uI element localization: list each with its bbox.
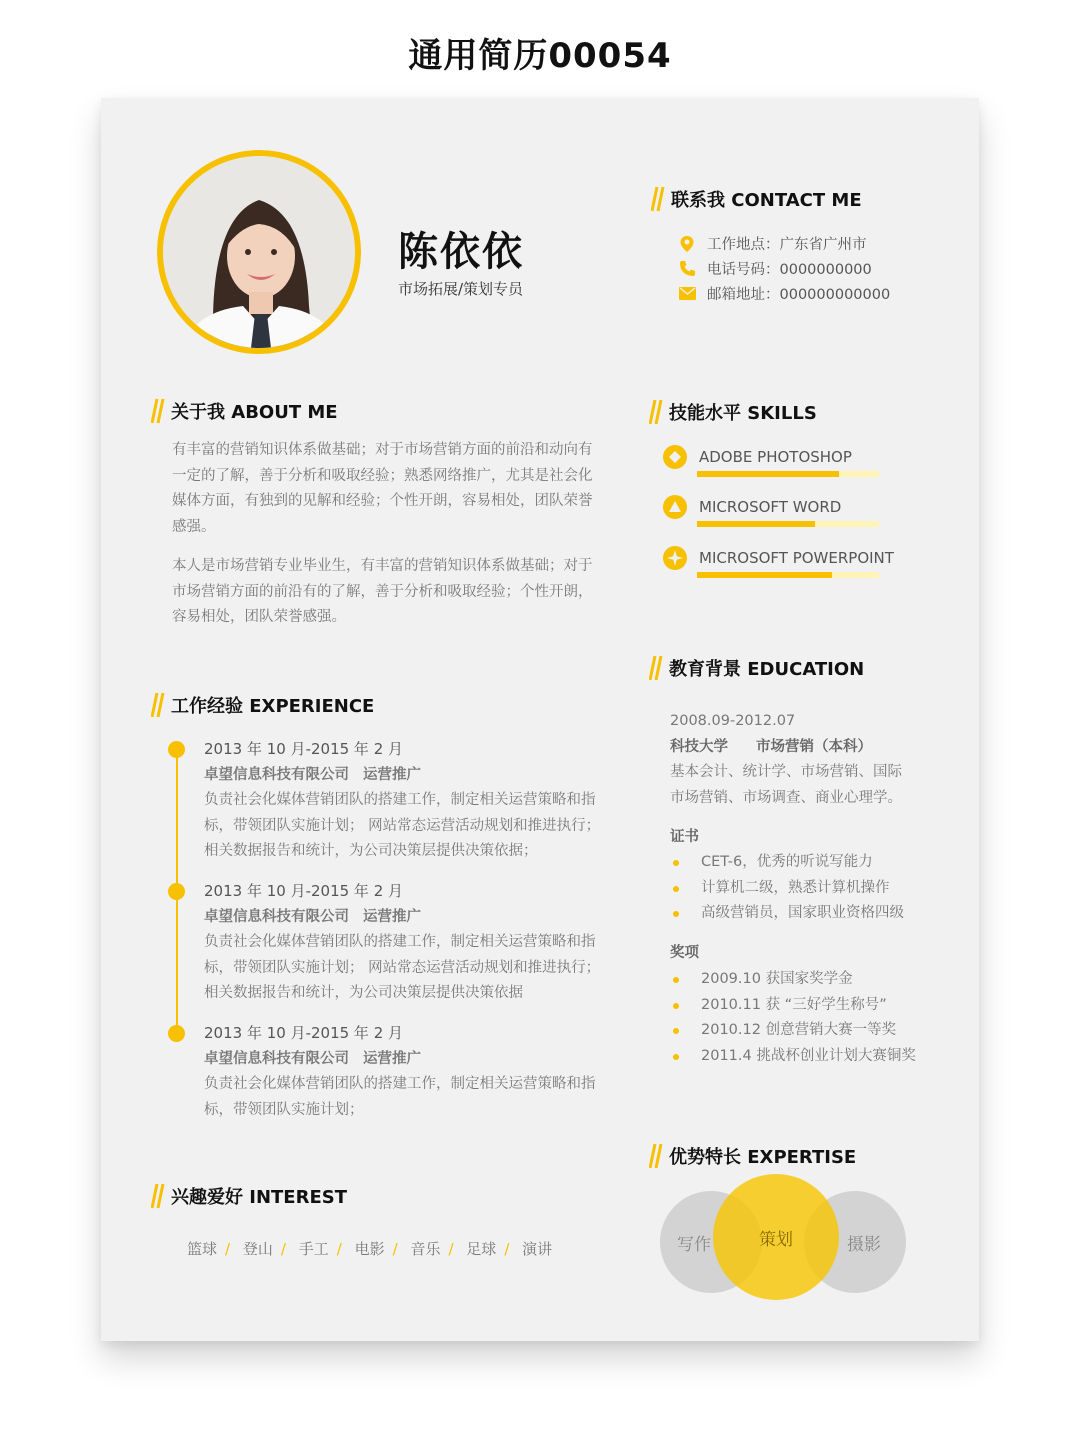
separator: / [392, 1240, 398, 1258]
award-item: 2010.12 创意营销大赛一等奖 [670, 1018, 916, 1044]
job-description-line: 负责社会化媒体营销团队的搭建工作，制定相关运营策略和指 [204, 792, 596, 808]
double-slash-icon [649, 654, 663, 682]
resume-sheet [101, 98, 979, 1341]
separator: / [280, 1240, 286, 1258]
person-name: 陈依依 [398, 229, 524, 275]
double-slash-icon [151, 1182, 165, 1210]
avatar [157, 150, 361, 354]
interest-item: 电影 [354, 1240, 385, 1258]
double-slash-icon [151, 397, 165, 425]
portrait-illustration [163, 156, 355, 348]
skill-item: ADOBE PHOTOSHOP [661, 447, 901, 487]
certificates-heading: 证书 [670, 829, 699, 845]
job-title: 市场拓展/策划专员 [398, 280, 524, 298]
triangle-icon [663, 495, 687, 519]
timeline-dot [168, 741, 185, 758]
job-date: 2013 年 10 月-2015 年 2 月 [204, 882, 403, 900]
job-description-line: 标，带领团队实施计划； 网站常态运营活动规划和推进执行； [204, 959, 601, 976]
contact-phone: 电话号码：0000000000 [678, 256, 890, 281]
skill-progress-bar [697, 471, 879, 477]
timeline-dot [168, 883, 185, 900]
award-item: 2011.4 挑战杯创业计划大赛铜奖 [670, 1044, 916, 1070]
awards-list [670, 967, 916, 1069]
expertise-circle-writing: 写作 [660, 1191, 762, 1293]
skill-item: MICROSOFT POWERPOINT [661, 548, 901, 588]
diamond-icon [663, 445, 687, 469]
experience-entry [204, 1021, 604, 1123]
contact-list [678, 231, 890, 306]
skill-item: MICROSOFT WORD [661, 497, 901, 537]
experience-section-heading: 工作经验 EXPERIENCE [151, 691, 374, 719]
separator: / [448, 1240, 454, 1258]
job-description-line: 标，带领团队实施计划； [204, 1101, 364, 1118]
about-paragraph-1: 有丰富的营销知识体系做基础；对于市场营销方面的前沿和动向有一定的了解，善于分析和吸取经验；熟悉网络推广，尤其是社会化媒体方面，有独到的见解和经验；个性开朗，容易相处，团队荣誉感强。 [172, 442, 593, 535]
location-pin-icon [678, 235, 696, 253]
certificate-item: 计算机二级，熟悉计算机操作 [670, 876, 904, 902]
interest-item: 登山 [242, 1240, 273, 1258]
skills-section-heading: 技能水平 SKILLS [649, 398, 817, 426]
job-description-line: 相关数据报告和统计，为公司决策层提供决策依据 [204, 985, 523, 1001]
job-date: 2013 年 10 月-2015 年 2 月 [204, 1024, 403, 1042]
about-paragraph-2: 本人是市场营销专业毕业生，有丰富的营销知识体系做基础；对于市场营销方面的前沿有的了解，善于分析和吸取经验；个性开朗，容易相处，团队荣誉感强。 [172, 558, 593, 625]
separator: / [225, 1240, 231, 1258]
page-title: 通用简历00054 [408, 36, 672, 76]
education-section-heading: 教育背景 EDUCATION [649, 654, 864, 682]
job-description-line: 负责社会化媒体营销团队的搭建工作，制定相关运营策略和指 [204, 934, 596, 950]
certificates-list [670, 850, 904, 927]
expertise-circle-planning: 策划 [713, 1174, 839, 1300]
skill-progress-bar [697, 572, 879, 578]
separator: / [336, 1240, 342, 1258]
job-company: 卓望信息科技有限公司 运营推广 [204, 908, 421, 925]
contact-location: 工作地点：广东省广州市 [678, 231, 890, 256]
certificate-item: CET-6，优秀的听说写能力 [670, 850, 904, 876]
double-slash-icon [651, 185, 665, 213]
education-courses-line: 市场营销、市场调查、商业心理学。 [670, 789, 902, 806]
separator: / [504, 1240, 510, 1258]
double-slash-icon [649, 398, 663, 426]
contact-section-heading: 联系我 CONTACT ME [651, 185, 862, 213]
expertise-section-heading: 优势特长 EXPERTISE [649, 1142, 856, 1170]
certificate-item: 高级营销员，国家职业资格四级 [670, 901, 904, 927]
job-description-line: 标，带领团队实施计划； 网站常态运营活动规划和推进执行； [204, 817, 601, 834]
skill-progress-bar [697, 521, 879, 527]
awards-heading: 奖项 [670, 945, 699, 961]
experience-entry [204, 879, 604, 1007]
double-slash-icon [649, 1142, 663, 1170]
phone-icon [678, 260, 696, 278]
job-date: 2013 年 10 月-2015 年 2 月 [204, 740, 403, 758]
interest-item: 足球 [466, 1240, 497, 1258]
job-company: 卓望信息科技有限公司 运营推广 [204, 1050, 421, 1067]
interest-item: 演讲 [522, 1240, 553, 1258]
interest-section-heading: 兴趣爱好 INTEREST [151, 1182, 347, 1210]
star-icon [663, 546, 687, 570]
experience-entry [204, 737, 604, 865]
job-company: 卓望信息科技有限公司 运营推广 [204, 766, 421, 783]
interest-item: 篮球 [187, 1240, 218, 1258]
award-item: 2010.11 获 “三好学生称号” [670, 993, 916, 1019]
job-description-line: 负责社会化媒体营销团队的搭建工作，制定相关运营策略和指 [204, 1076, 596, 1092]
expertise-circle-photography: 摄影 [804, 1191, 906, 1293]
education-period: 2008.09-2012.07 [670, 713, 796, 729]
about-section-heading: 关于我 ABOUT ME [151, 397, 338, 425]
award-item: 2009.10 获国家奖学金 [670, 967, 916, 993]
double-slash-icon [151, 691, 165, 719]
contact-email: 邮箱地址：000000000000 [678, 281, 890, 306]
education-courses-line: 基本会计、统计学、市场营销、国际 [670, 764, 902, 780]
timeline-dot [168, 1025, 185, 1042]
job-description-line: 相关数据报告和统计，为公司决策层提供决策依据； [204, 843, 538, 859]
interest-item: 音乐 [410, 1240, 441, 1258]
envelope-icon [678, 285, 696, 303]
interest-list [187, 1238, 552, 1259]
interest-item: 手工 [298, 1240, 329, 1258]
education-block [670, 709, 950, 811]
education-school: 科技大学 市场营销（本科） [670, 738, 872, 755]
